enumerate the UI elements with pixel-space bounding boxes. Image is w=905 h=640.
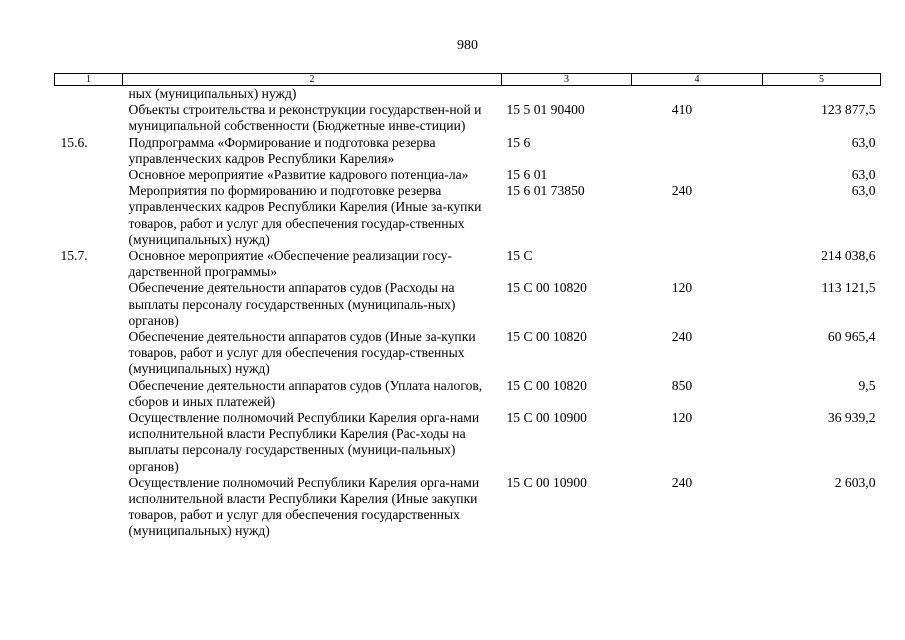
budget-table	[54, 73, 881, 540]
row-code: 15 С 00 10900	[506, 474, 587, 490]
row-sum: 2 603,0	[834, 474, 876, 490]
table-row	[55, 102, 881, 134]
row-kind: 410	[671, 102, 693, 118]
row-kind	[632, 248, 763, 280]
row-number	[55, 183, 123, 248]
row-number	[55, 102, 123, 134]
column-header-3: 3	[502, 74, 632, 86]
row-number: 15.6.	[60, 134, 88, 150]
row-sum	[763, 86, 881, 103]
table-row	[55, 248, 881, 280]
column-header-1: 1	[55, 74, 123, 86]
row-kind: 120	[671, 410, 693, 426]
table-row	[55, 135, 881, 167]
row-name: Подпрограмма «Формирование и подготовка резерва управленческих кадров Республики Карелия»	[128, 134, 436, 166]
row-kind	[632, 135, 763, 167]
row-sum: 60 965,4	[827, 329, 876, 345]
row-code: 15 5 01 90400	[506, 102, 585, 118]
row-number: 15.7.	[60, 248, 88, 264]
row-sum: 214 038,6	[821, 248, 876, 264]
row-name: Основное мероприятие «Развитие кадрового потенциа-ла»	[128, 167, 469, 183]
table-row	[55, 167, 881, 183]
row-sum: 123 877,5	[821, 102, 876, 118]
row-code: 15 С 00 10820	[506, 280, 587, 296]
row-sum: 9,5	[858, 377, 876, 393]
row-number	[55, 378, 123, 410]
row-kind: 240	[671, 474, 693, 490]
row-kind: 850	[671, 377, 693, 393]
row-number	[55, 86, 123, 103]
row-number	[55, 475, 123, 540]
row-sum: 113 121,5	[821, 280, 876, 296]
row-number	[55, 329, 123, 378]
table-row	[55, 410, 881, 475]
row-name: Мероприятия по формированию и подготовке резерва управленческих кадров Республики Карелия (Иные за-купки товаров, работ и услуг для обеспечения государ-ственных (муниципальных) нужд)	[128, 183, 482, 247]
row-kind: 120	[671, 280, 693, 296]
row-number	[55, 280, 123, 329]
row-name: Обеспечение деятельности аппаратов судов (Уплата налогов, сборов и иных платежей)	[128, 377, 483, 409]
row-code: 15 6 01	[506, 167, 548, 183]
row-sum: 63,0	[851, 134, 876, 150]
row-code: 15 С 00 10900	[506, 410, 587, 426]
column-header-5: 5	[763, 74, 881, 86]
column-header-2: 2	[123, 74, 502, 86]
row-number	[55, 167, 123, 183]
row-code: 15 С 00 10820	[506, 377, 587, 393]
row-name: Осуществление полномочий Республики Карелия орга-нами исполнительной власти Республики Карелия (Иные закупки товаров, работ и услуг для обеспечения государственных (муниципальных) нужд)	[128, 474, 480, 539]
row-code: 15 С	[506, 248, 533, 264]
table-row	[55, 280, 881, 329]
table-row	[55, 183, 881, 248]
row-name: Основное мероприятие «Обеспечение реализации госу-дарственной программы»	[128, 248, 452, 280]
table-row	[55, 86, 881, 103]
row-name: Обеспечение деятельности аппаратов судов (Расходы на выплаты персоналу государственных (муниципаль-ных) органов)	[128, 280, 456, 328]
table-header-row	[55, 74, 881, 86]
row-kind: 240	[671, 329, 693, 345]
row-sum: 36 939,2	[827, 410, 876, 426]
table-row	[55, 378, 881, 410]
row-sum: 63,0	[851, 183, 876, 199]
row-name: Обеспечение деятельности аппаратов судов (Иные за-купки товаров, работ и услуг для обеспечения государ-ственных (муниципальных) нужд)	[128, 329, 476, 377]
row-number	[55, 410, 123, 475]
row-kind: 240	[671, 183, 693, 199]
row-name: Объекты строительства и реконструкции государствен-ной и муниципальной собственности (Бюджетные инве-стиции)	[128, 102, 482, 134]
row-name: ных (муниципальных) нужд)	[128, 86, 297, 101]
table-row	[55, 329, 881, 378]
page-number: 980	[457, 38, 478, 53]
row-code	[502, 86, 632, 103]
table-row	[55, 475, 881, 540]
row-name: Осуществление полномочий Республики Карелия орга-нами исполнительной власти Республики Карелия (Рас-ходы на выплаты персоналу государственных (муници-пальных) органов)	[128, 410, 480, 474]
column-header-4: 4	[632, 74, 763, 86]
row-code: 15 6	[506, 134, 531, 150]
row-code: 15 6 01 73850	[506, 183, 585, 199]
row-code: 15 С 00 10820	[506, 329, 587, 345]
row-kind	[632, 167, 763, 183]
row-sum: 63,0	[851, 167, 876, 183]
row-kind	[632, 86, 763, 103]
